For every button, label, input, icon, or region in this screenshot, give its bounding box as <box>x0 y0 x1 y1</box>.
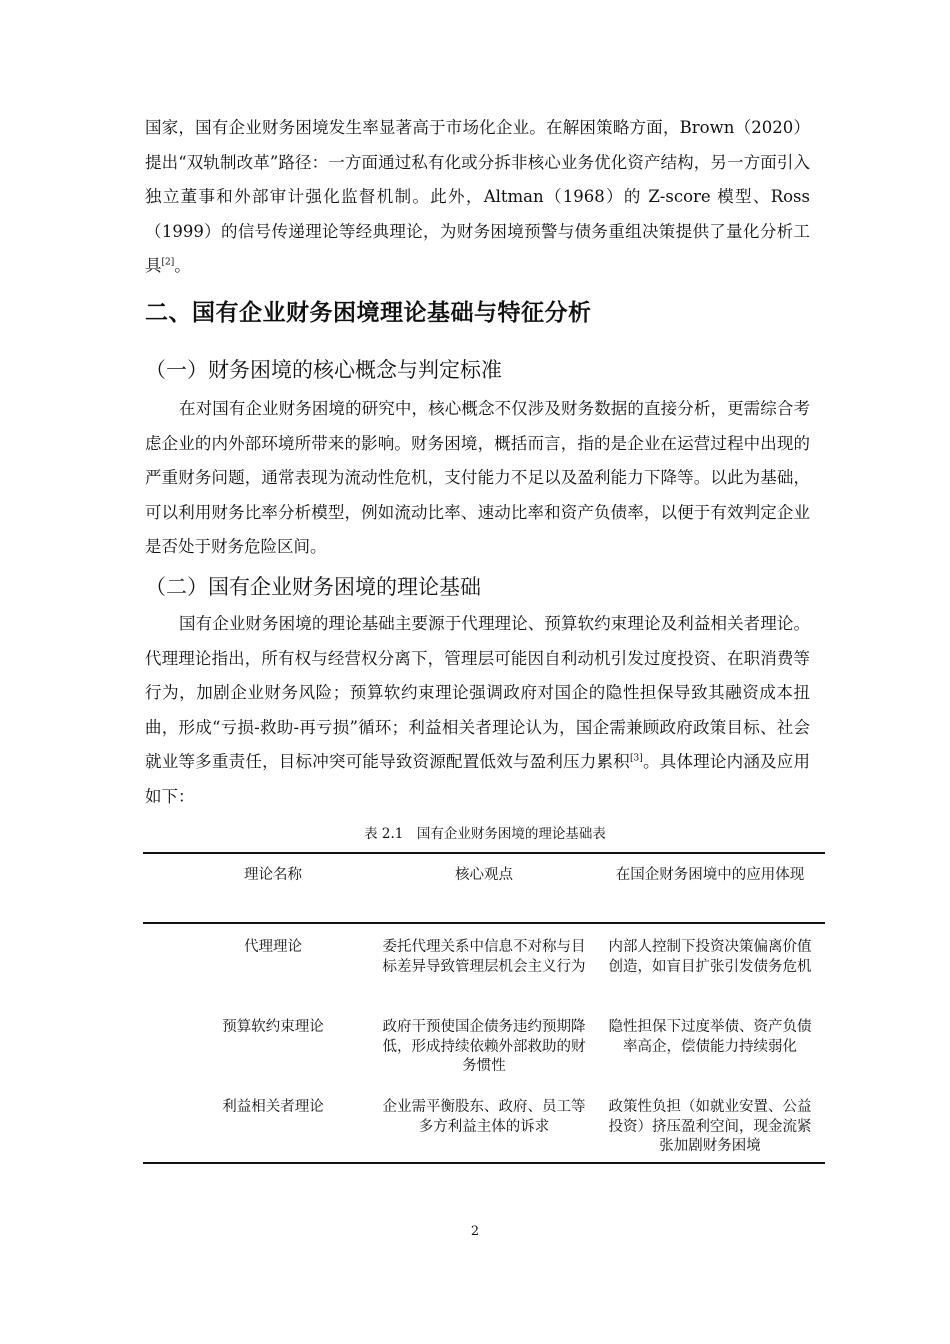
table-header-cell: 核心观点 <box>455 867 513 883</box>
subsection-1-title: （一）财务困境的核心概念与判定标准 <box>145 358 502 382</box>
table-cell: 代理理论 <box>244 939 302 955</box>
table-cell: 预算软约束理论 <box>222 1019 324 1035</box>
table-header-cell: 理论名称 <box>244 867 302 883</box>
table-header-cell: 在国企财务困境中的应用体现 <box>615 867 805 883</box>
section-title: 二、国有企业财务困境理论基础与特征分析 <box>145 300 592 326</box>
table-cell: 政策性负担（如就业安置、公益投资）挤压盈利空间，现金流紧张加剧财务困境 <box>608 1099 812 1154</box>
table-cell: 内部人控制下投资决策偏离价值创造，如盲目扩张引发债务危机 <box>608 939 812 975</box>
table-top-rule <box>143 852 825 854</box>
table-cell: 企业需平衡股东、政府、员工等多方利益主体的诉求 <box>382 1099 586 1135</box>
table-cell: 隐性担保下过度举债、资产负债率高企，偿债能力持续弱化 <box>608 1019 812 1055</box>
table-caption: 表 2.1 国有企业财务困境的理论基础表 <box>364 826 606 842</box>
subsection-1-paragraph: 在对国有企业财务困境的研究中，核心概念不仅涉及财务数据的直接分析，更需综合考虑企业的内外部环境所带来的影响。财务困境，概括而言，指的是企业在运营过程中出现的严重财务问题，通常表现为流动性危机，支付能力不足以及盈利能力下降等。以此为基础，可以利用财务比率分析模型，例如流动比率、速动比率和资产负债率，以便于有效判定企业是否处于财务危险区间。 <box>145 399 810 556</box>
table-cell: 委托代理关系中信息不对称与目标差异导致管理层机会主义行为 <box>382 939 586 975</box>
table-cell: 利益相关者理论 <box>222 1099 324 1115</box>
citation-2: [2] <box>161 257 175 268</box>
table-bottom-rule <box>143 1162 825 1164</box>
page-number: 2 <box>470 1224 480 1239</box>
table-header-rule <box>143 922 825 924</box>
citation-3: [3] <box>630 753 643 764</box>
subsection-2-title: （二）国有企业财务困境的理论基础 <box>145 575 481 599</box>
intro-paragraph: 国家，国有企业财务困境发生率显著高于市场化企业。在解困策略方面，Brown（2020）提出“双轨制改革”路径：一方面通过私有化或分拆非核心业务优化资产结构，另一方面引入独立董事和外部审计强化监督机制。此外，Altman（1968）的 Z-score 模型、Ross（1999）的信号传递理论等经典理论，为财务困境预警与债务重组决策提供了量化分析工具[2]。 <box>145 118 810 275</box>
table-cell: 政府干预使国企债务违约预期降低，形成持续依赖外部救助的财务惯性 <box>382 1019 586 1074</box>
subsection-2-paragraph: 国有企业财务困境的理论基础主要源于代理理论、预算软约束理论及利益相关者理论。代理理论指出，所有权与经营权分离下，管理层可能因自利动机引发过度投资、在职消费等行为，加剧企业财务风险；预算软约束理论强调政府对国企的隐性担保导致其融资成本扭曲，形成“亏损-救助-再亏损”循环；利益相关者理论认为，国企需兼顾政府政策目标、社会就业等多重责任，目标冲突可能导致资源配置低效与盈利压力累积[3]。具体理论内涵及应用如下： <box>145 614 811 806</box>
